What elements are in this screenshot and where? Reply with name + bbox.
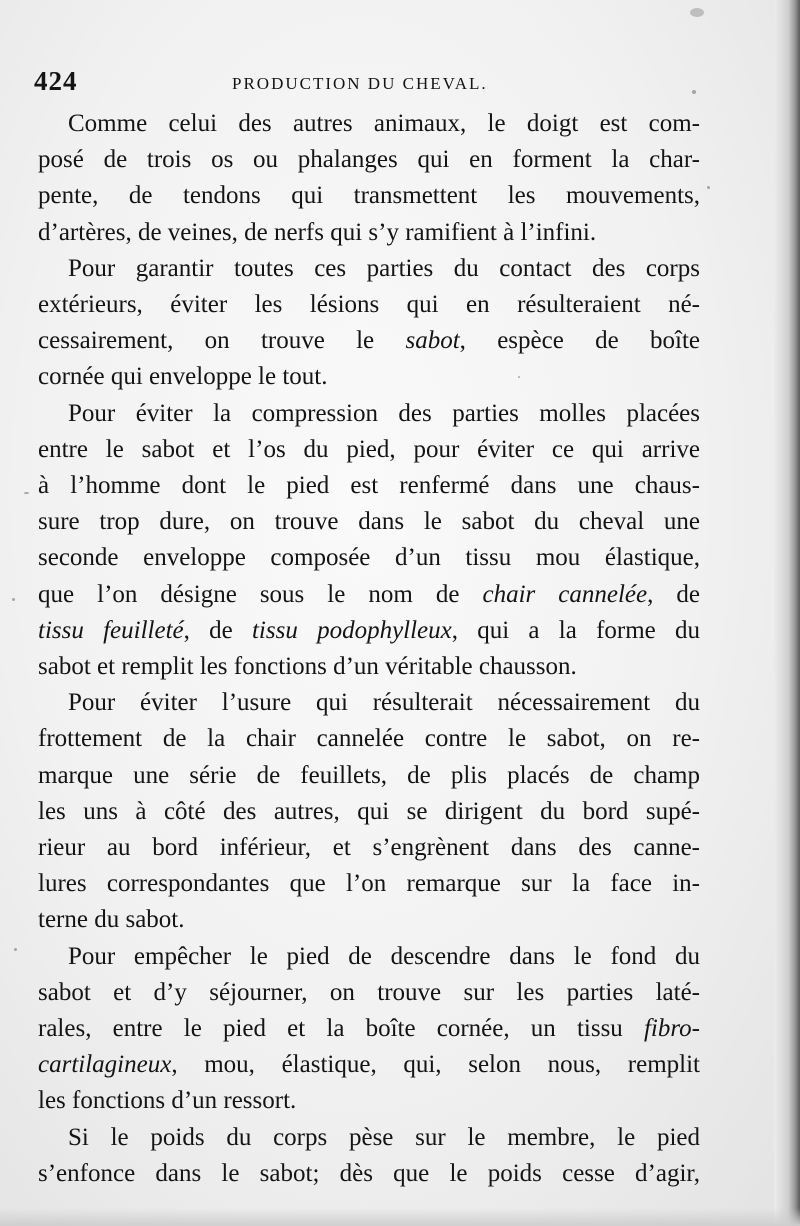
text-line: à l’homme dont le pied est renfermé dans une chaus- xyxy=(38,472,700,500)
text-line: rieur au bord inférieur, et s’engrènent dans des canne- xyxy=(38,834,700,862)
text-segment: , de xyxy=(183,616,252,644)
text-segment: , qui a la forme du xyxy=(451,616,701,644)
text-line xyxy=(38,613,700,649)
text-segment: , de xyxy=(647,580,700,608)
italic-term: tissu feuilleté xyxy=(38,616,184,644)
text-line: sure trop dure, on trouve dans le sabot du cheval une xyxy=(38,508,700,536)
text-line xyxy=(38,323,700,359)
text-segment: que l’on désigne sous le nom de xyxy=(38,580,483,608)
paper-speck xyxy=(690,8,704,17)
paragraph-5 xyxy=(38,939,700,1120)
text-line: Si le poids du corps pèse sur le membre, le pied xyxy=(68,1123,700,1151)
text-line: entre le sabot et l’os du pied, pour éviter ce qui arrive xyxy=(38,435,700,463)
text-line: les uns à côté des autres, qui se dirigent du bord supé- xyxy=(38,797,700,825)
page-edge-shadow xyxy=(774,0,800,1226)
page-bottom-shadow xyxy=(0,1208,800,1226)
page-number: 424 xyxy=(34,66,78,96)
text-line: s’enfonce dans le sabot; dès que le poids cesse d’agir, xyxy=(38,1159,700,1187)
text-line: sabot et remplit les fonctions d’un véritable chausson. xyxy=(38,653,577,681)
text-line: posé de trois os ou phalanges qui en forment la char- xyxy=(38,146,700,174)
running-title: PRODUCTION DU CHEVAL. xyxy=(232,74,488,93)
text-line: frottement de la chair cannelée contre le sabot, on re- xyxy=(38,725,700,753)
text-line: extérieurs, éviter les lésions qui en résulteraient né- xyxy=(38,291,700,319)
text-line: d’artères, de veines, de nerfs qui s’y ramifient à l’infini. xyxy=(38,218,597,246)
italic-term: chair cannelée xyxy=(482,580,648,608)
text-line: Pour empêcher le pied de descendre dans le fond du xyxy=(68,942,700,970)
text-line xyxy=(38,1011,700,1047)
running-head xyxy=(34,66,734,102)
text-line: sabot et d’y séjourner, on trouve sur les parties laté- xyxy=(38,978,700,1006)
paper-speck xyxy=(12,598,15,601)
text-line xyxy=(38,577,700,613)
paragraph-1 xyxy=(38,106,700,251)
text-line: Pour éviter la compression des parties molles placées xyxy=(68,399,700,427)
italic-term: sabot xyxy=(405,327,460,355)
text-line: lures correspondantes que l’on remarque sur la face in- xyxy=(38,870,700,898)
text-segment: cessairement, on trouve le xyxy=(38,327,406,355)
italic-term: tissu podophylleux xyxy=(251,616,452,644)
text-line: Pour éviter l’usure qui résulterait nécessairement du xyxy=(68,689,700,717)
text-line: terne du sabot. xyxy=(38,906,185,934)
paragraph-4 xyxy=(38,685,700,938)
body-text xyxy=(38,106,700,1192)
paper-speck xyxy=(707,186,710,189)
text-line xyxy=(38,1047,700,1083)
text-line: seconde enveloppe composée d’un tissu mou élastique, xyxy=(38,544,700,572)
italic-term: cartilagineux xyxy=(38,1051,172,1079)
text-line: Pour garantir toutes ces parties du contact des corps xyxy=(68,254,700,282)
paragraph-3 xyxy=(38,396,700,686)
text-line: les fonctions d’un ressort. xyxy=(38,1087,297,1115)
paper-speck xyxy=(24,492,29,494)
text-line: cornée qui enveloppe le tout. xyxy=(38,363,328,391)
text-segment: , espèce de boîte xyxy=(459,327,701,355)
paper-speck xyxy=(14,948,17,951)
text-line: marque une série de feuillets, de plis placés de champ xyxy=(38,761,700,789)
italic-term: fibro- xyxy=(643,1015,700,1043)
paragraph-2 xyxy=(38,251,700,396)
paragraph-6 xyxy=(38,1120,700,1192)
text-line: pente, de tendons qui transmettent les mouvements, xyxy=(38,182,700,210)
text-segment: rales, entre le pied et la boîte cornée, un tissu xyxy=(38,1015,644,1043)
text-segment: , mou, élastique, qui, selon nous, remplit xyxy=(171,1051,700,1079)
text-line: Comme celui des autres animaux, le doigt est com- xyxy=(68,110,700,137)
